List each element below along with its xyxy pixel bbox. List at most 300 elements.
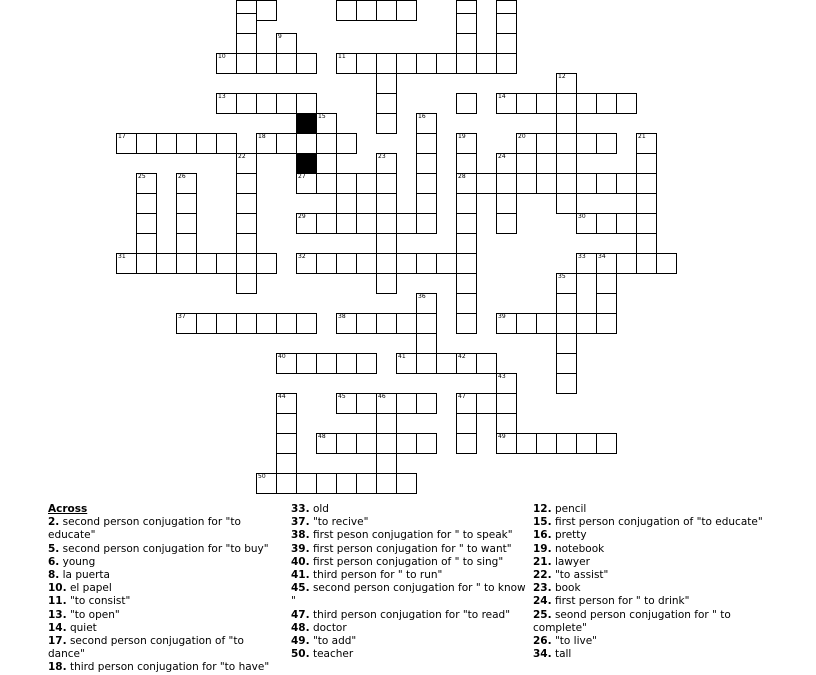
crossword-cell[interactable] — [456, 433, 477, 454]
crossword-cell[interactable] — [456, 233, 477, 254]
crossword-cell[interactable] — [396, 53, 417, 74]
clue-item — [48, 661, 284, 674]
crossword-cell[interactable] — [496, 313, 517, 334]
crossword-cell[interactable] — [316, 113, 337, 134]
crossword-cell[interactable] — [576, 173, 597, 194]
clue-number: 46 — [378, 393, 386, 400]
crossword-cell[interactable] — [516, 313, 537, 334]
crossword-cell[interactable] — [416, 213, 437, 234]
crossword-cell[interactable] — [416, 433, 437, 454]
crossword-cell[interactable] — [256, 0, 277, 21]
crossword-cell[interactable] — [456, 213, 477, 234]
crossword-cell[interactable] — [216, 133, 237, 154]
crossword-cell[interactable] — [496, 393, 517, 414]
clue-item-text: doctor — [312, 621, 347, 634]
crossword-cell[interactable] — [256, 133, 277, 154]
crossword-cell[interactable] — [236, 273, 257, 294]
clue-item — [291, 635, 527, 648]
clue-item-text: seond person conjugation for " to complete" — [533, 608, 731, 634]
crossword-cell[interactable] — [556, 293, 577, 314]
crossword-cell[interactable] — [636, 153, 657, 174]
crossword-cell[interactable] — [356, 173, 377, 194]
clue-number: 43 — [498, 373, 506, 380]
crossword-cell[interactable] — [436, 353, 457, 374]
crossword-cell[interactable] — [276, 53, 297, 74]
clue-number: 31 — [118, 253, 126, 260]
crossword-cell[interactable] — [336, 393, 357, 414]
clue-item-text: old — [312, 503, 329, 515]
crossword-cell[interactable] — [356, 393, 377, 414]
crossword-cell[interactable] — [416, 153, 437, 174]
crossword-cell[interactable] — [376, 173, 397, 194]
crossword-cell[interactable] — [316, 133, 337, 154]
crossword-cell[interactable] — [596, 273, 617, 294]
clue-number: 14 — [498, 93, 506, 100]
crossword-cell[interactable] — [476, 173, 497, 194]
crossword-cell[interactable] — [556, 133, 577, 154]
crossword-cell[interactable] — [316, 433, 337, 454]
crossword-cell[interactable] — [456, 153, 477, 174]
crossword-cell[interactable] — [476, 53, 497, 74]
clue-item — [291, 503, 527, 516]
crossword-cell[interactable] — [336, 353, 357, 374]
clue-item-number: 13. — [48, 608, 67, 621]
clue-item-text: first person conjugation of " to sing" — [312, 555, 504, 568]
crossword-cell[interactable] — [236, 13, 257, 34]
crossword-cell[interactable] — [416, 253, 437, 274]
clue-item-number: 2. — [48, 516, 60, 529]
crossword-cell[interactable] — [376, 253, 397, 274]
crossword-cell[interactable] — [356, 433, 377, 454]
black-cell — [296, 113, 317, 134]
crossword-cell[interactable] — [336, 433, 357, 454]
crossword-cell[interactable] — [376, 213, 397, 234]
crossword-cell[interactable] — [556, 373, 577, 394]
crossword-cell[interactable] — [376, 93, 397, 114]
crossword-cell[interactable] — [276, 313, 297, 334]
crossword-cell[interactable] — [116, 253, 137, 274]
crossword-cell[interactable] — [416, 53, 437, 74]
clue-item — [291, 516, 527, 529]
crossword-cell[interactable] — [416, 293, 437, 314]
crossword-cell[interactable] — [616, 173, 637, 194]
crossword-cell[interactable] — [396, 353, 417, 374]
clue-column-3 — [533, 503, 769, 661]
crossword-cell[interactable] — [396, 393, 417, 414]
crossword-cell[interactable] — [556, 173, 577, 194]
crossword-cell[interactable] — [376, 393, 397, 414]
crossword-cell[interactable] — [556, 433, 577, 454]
crossword-cell[interactable] — [556, 113, 577, 134]
clue-list-2 — [291, 503, 527, 661]
black-cell — [296, 153, 317, 174]
crossword-cell[interactable] — [516, 153, 537, 174]
crossword-cell[interactable] — [176, 313, 197, 334]
crossword-cell[interactable] — [236, 93, 257, 114]
crossword-cell[interactable] — [136, 133, 157, 154]
crossword-cell[interactable] — [316, 173, 337, 194]
crossword-cell[interactable] — [576, 433, 597, 454]
crossword-cell[interactable] — [236, 193, 257, 214]
clue-item-text: third person for " to run" — [312, 569, 443, 582]
crossword-cell[interactable] — [516, 173, 537, 194]
crossword-cell[interactable] — [556, 333, 577, 354]
crossword-cell[interactable] — [416, 173, 437, 194]
crossword-cell[interactable] — [416, 113, 437, 134]
crossword-cell[interactable] — [536, 173, 557, 194]
clue-item-text: "to consist" — [69, 595, 131, 608]
clue-item — [291, 622, 527, 635]
crossword-cell[interactable] — [296, 93, 317, 114]
crossword-cell[interactable] — [416, 333, 437, 354]
crossword-cell[interactable] — [396, 0, 417, 21]
clue-number: 16 — [418, 113, 426, 120]
clue-item-number: 37. — [291, 516, 310, 529]
crossword-cell[interactable] — [456, 273, 477, 294]
crossword-cell[interactable] — [596, 213, 617, 234]
crossword-cell[interactable] — [596, 433, 617, 454]
crossword-cell[interactable] — [276, 133, 297, 154]
crossword-cell[interactable] — [316, 353, 337, 374]
crossword-cell[interactable] — [276, 433, 297, 454]
clue-item-text: first person conjugation for " to want" — [312, 542, 512, 555]
crossword-cell[interactable] — [296, 53, 317, 74]
crossword-cell[interactable] — [376, 273, 397, 294]
crossword-cell[interactable] — [256, 53, 277, 74]
crossword-cell[interactable] — [176, 213, 197, 234]
crossword-cell[interactable] — [216, 53, 237, 74]
clue-item-text: el papel — [69, 582, 112, 595]
crossword-cell[interactable] — [276, 453, 297, 474]
crossword-cell[interactable] — [336, 0, 357, 21]
crossword-cell[interactable] — [396, 433, 417, 454]
crossword-cell[interactable] — [296, 353, 317, 374]
crossword-cell[interactable] — [276, 93, 297, 114]
crossword-cell[interactable] — [236, 253, 257, 274]
crossword-cell[interactable] — [236, 233, 257, 254]
crossword-cell[interactable] — [176, 233, 197, 254]
clue-item-number: 8. — [48, 569, 60, 582]
crossword-cell[interactable] — [276, 353, 297, 374]
crossword-cell[interactable] — [636, 213, 657, 234]
crossword-cell[interactable] — [456, 93, 477, 114]
clue-item-text: "to assist" — [554, 569, 609, 582]
clue-number: 47 — [458, 393, 466, 400]
crossword-cell[interactable] — [356, 353, 377, 374]
crossword-cell[interactable] — [316, 473, 337, 494]
crossword-cell[interactable] — [296, 173, 317, 194]
crossword-cell[interactable] — [456, 13, 477, 34]
crossword-cell[interactable] — [516, 133, 537, 154]
clue-item-number: 48. — [291, 621, 310, 634]
crossword-cell[interactable] — [616, 93, 637, 114]
crossword-cell[interactable] — [556, 93, 577, 114]
crossword-cell[interactable] — [436, 53, 457, 74]
crossword-cell[interactable] — [136, 173, 157, 194]
crossword-cell[interactable] — [576, 93, 597, 114]
crossword-cell[interactable] — [556, 153, 577, 174]
crossword-cell[interactable] — [376, 473, 397, 494]
crossword-cell[interactable] — [576, 213, 597, 234]
crossword-cell[interactable] — [296, 253, 317, 274]
crossword-cell[interactable] — [416, 393, 437, 414]
crossword-cell[interactable] — [376, 153, 397, 174]
crossword-cell[interactable] — [536, 93, 557, 114]
clue-number: 38 — [338, 313, 346, 320]
across-heading: Across — [48, 503, 88, 515]
crossword-cell[interactable] — [616, 213, 637, 234]
crossword-cell[interactable] — [336, 253, 357, 274]
crossword-cell[interactable] — [176, 193, 197, 214]
clue-item-number: 40. — [291, 555, 310, 568]
crossword-cell[interactable] — [536, 133, 557, 154]
crossword-cell[interactable] — [636, 193, 657, 214]
crossword-cell[interactable] — [336, 193, 357, 214]
clue-list-1 — [48, 516, 284, 674]
crossword-cell[interactable] — [256, 473, 277, 494]
crossword-cell[interactable] — [636, 173, 657, 194]
clue-number: 28 — [458, 173, 466, 180]
clue-item — [533, 595, 769, 608]
clue-item — [291, 569, 527, 582]
crossword-cell[interactable] — [456, 193, 477, 214]
crossword-cell[interactable] — [456, 393, 477, 414]
clue-item — [48, 569, 284, 582]
crossword-cell[interactable] — [636, 133, 657, 154]
clue-item — [533, 556, 769, 569]
crossword-cell[interactable] — [376, 73, 397, 94]
crossword-cell[interactable] — [496, 33, 517, 54]
crossword-cell[interactable] — [396, 313, 417, 334]
crossword-cell[interactable] — [276, 393, 297, 414]
crossword-cell[interactable] — [496, 413, 517, 434]
crossword-cell[interactable] — [636, 233, 657, 254]
crossword-cell[interactable] — [136, 213, 157, 234]
crossword-cell[interactable] — [496, 173, 517, 194]
crossword-cell[interactable] — [496, 433, 517, 454]
crossword-cell[interactable] — [416, 193, 437, 214]
crossword-cell[interactable] — [236, 153, 257, 174]
crossword-cell[interactable] — [456, 313, 477, 334]
clue-item-text: "to live" — [554, 635, 597, 648]
crossword-cell[interactable] — [576, 313, 597, 334]
crossword-cell[interactable] — [336, 173, 357, 194]
crossword-cell[interactable] — [556, 313, 577, 334]
crossword-cell[interactable] — [376, 113, 397, 134]
clue-item — [533, 569, 769, 582]
crossword-cell[interactable] — [316, 253, 337, 274]
crossword-cell[interactable] — [356, 253, 377, 274]
crossword-cell[interactable] — [496, 13, 517, 34]
clue-item — [533, 648, 769, 661]
crossword-cell[interactable] — [176, 133, 197, 154]
crossword-cell[interactable] — [256, 93, 277, 114]
crossword-cell[interactable] — [416, 353, 437, 374]
crossword-cell[interactable] — [136, 193, 157, 214]
clue-item — [533, 503, 769, 516]
crossword-cell[interactable] — [236, 33, 257, 54]
crossword-cell[interactable] — [236, 53, 257, 74]
clue-item — [48, 622, 284, 635]
crossword-cell[interactable] — [396, 473, 417, 494]
crossword-cell[interactable] — [316, 213, 337, 234]
clue-number: 48 — [318, 433, 326, 440]
crossword-cell[interactable] — [356, 213, 377, 234]
clue-number: 44 — [278, 393, 286, 400]
crossword-cell[interactable] — [596, 133, 617, 154]
clue-item-text: teacher — [312, 648, 354, 661]
clue-item — [291, 609, 527, 622]
crossword-cell[interactable] — [576, 133, 597, 154]
crossword-cell[interactable] — [196, 313, 217, 334]
crossword-cell[interactable] — [436, 253, 457, 274]
crossword-cell[interactable] — [356, 313, 377, 334]
crossword-cell[interactable] — [336, 53, 357, 74]
crossword-cell[interactable] — [456, 133, 477, 154]
clue-item-number: 22. — [533, 569, 552, 582]
crossword-cell[interactable] — [456, 33, 477, 54]
clue-item-text: third person conjugation for "to read" — [312, 608, 511, 621]
crossword-cell[interactable] — [416, 133, 437, 154]
crossword-cell[interactable] — [476, 353, 497, 374]
crossword-cell[interactable] — [456, 53, 477, 74]
clue-item-number: 47. — [291, 608, 310, 621]
crossword-cell[interactable] — [556, 273, 577, 294]
clue-item — [291, 543, 527, 556]
crossword-cell[interactable] — [596, 253, 617, 274]
crossword-cell[interactable] — [596, 173, 617, 194]
crossword-cell[interactable] — [496, 373, 517, 394]
crossword-cell[interactable] — [236, 313, 257, 334]
clue-item-number: 23. — [533, 582, 552, 595]
crossword-cell[interactable] — [456, 353, 477, 374]
crossword-cell[interactable] — [296, 313, 317, 334]
clue-number: 9 — [278, 33, 282, 40]
crossword-cell[interactable] — [596, 93, 617, 114]
crossword-cell[interactable] — [536, 433, 557, 454]
crossword-cell[interactable] — [156, 133, 177, 154]
clue-item-number: 21. — [533, 555, 552, 568]
crossword-cell[interactable] — [516, 93, 537, 114]
crossword-cell[interactable] — [376, 313, 397, 334]
clue-item — [533, 609, 769, 635]
crossword-cell[interactable] — [376, 0, 397, 21]
crossword-cell[interactable] — [456, 413, 477, 434]
crossword-cell[interactable] — [216, 93, 237, 114]
crossword-cell[interactable] — [276, 413, 297, 434]
crossword-cell[interactable] — [496, 93, 517, 114]
crossword-cell[interactable] — [216, 313, 237, 334]
clue-number: 17 — [118, 133, 126, 140]
crossword-cell[interactable] — [176, 173, 197, 194]
crossword-cell[interactable] — [636, 253, 657, 274]
crossword-cell[interactable] — [476, 393, 497, 414]
clue-number: 27 — [298, 173, 306, 180]
crossword-cell[interactable] — [576, 253, 597, 274]
crossword-cell[interactable] — [456, 173, 477, 194]
crossword-cell[interactable] — [296, 213, 317, 234]
crossword-cell[interactable] — [556, 353, 577, 374]
crossword-cell[interactable] — [456, 253, 477, 274]
crossword-cell[interactable] — [336, 313, 357, 334]
crossword-cell[interactable] — [376, 233, 397, 254]
clue-item-number: 25. — [533, 608, 552, 621]
crossword-cell[interactable] — [156, 253, 177, 274]
crossword-cell[interactable] — [276, 473, 297, 494]
crossword-cell[interactable] — [216, 253, 237, 274]
clue-item-text: second person conjugation for " to know " — [291, 582, 526, 608]
crossword-cell[interactable] — [256, 313, 277, 334]
crossword-cell[interactable] — [596, 293, 617, 314]
crossword-cell[interactable] — [496, 193, 517, 214]
crossword-cell[interactable] — [496, 153, 517, 174]
crossword-cell[interactable] — [136, 233, 157, 254]
clue-item — [48, 595, 284, 608]
crossword-cell[interactable] — [456, 293, 477, 314]
crossword-cell[interactable] — [136, 253, 157, 274]
clue-item-number: 5. — [48, 542, 60, 555]
crossword-cell[interactable] — [336, 473, 357, 494]
clue-item-text: pretty — [554, 529, 587, 542]
crossword-cell[interactable] — [356, 53, 377, 74]
clue-number: 23 — [378, 153, 386, 160]
crossword-cell[interactable] — [556, 193, 577, 214]
clue-item-text: notebook — [554, 542, 605, 555]
crossword-cell[interactable] — [176, 253, 197, 274]
crossword-cell[interactable] — [296, 473, 317, 494]
clue-item-text: second person conjugation of "to dance" — [48, 635, 244, 661]
crossword-cell[interactable] — [336, 133, 357, 154]
crossword-cell[interactable] — [256, 253, 277, 274]
crossword-cell[interactable] — [276, 33, 297, 54]
crossword-cell[interactable] — [116, 133, 137, 154]
clue-item — [291, 648, 527, 661]
crossword-cell[interactable] — [496, 213, 517, 234]
crossword-cell[interactable] — [376, 433, 397, 454]
crossword-cell[interactable] — [656, 253, 677, 274]
crossword-cell[interactable] — [396, 213, 417, 234]
crossword-cell[interactable] — [616, 253, 637, 274]
clue-item-number: 41. — [291, 569, 310, 582]
clue-number: 49 — [498, 433, 506, 440]
crossword-cell[interactable] — [376, 413, 397, 434]
crossword-cell[interactable] — [596, 313, 617, 334]
crossword-cell[interactable] — [556, 73, 577, 94]
crossword-cell[interactable] — [536, 313, 557, 334]
crossword-cell[interactable] — [356, 0, 377, 21]
crossword-cell[interactable] — [196, 253, 217, 274]
crossword-cell[interactable] — [236, 173, 257, 194]
crossword-cell[interactable] — [496, 53, 517, 74]
clue-item-text: "to open" — [69, 608, 120, 621]
clue-item-number: 10. — [48, 582, 67, 595]
crossword-cell[interactable] — [396, 253, 417, 274]
crossword-cell[interactable] — [196, 133, 217, 154]
crossword-cell[interactable] — [376, 53, 397, 74]
crossword-cell[interactable] — [236, 213, 257, 234]
crossword-cell[interactable] — [516, 433, 537, 454]
crossword-cell[interactable] — [336, 213, 357, 234]
crossword-cell[interactable] — [376, 193, 397, 214]
crossword-cell[interactable] — [536, 153, 557, 174]
clue-item — [533, 582, 769, 595]
crossword-cell[interactable] — [376, 453, 397, 474]
crossword-cell[interactable] — [316, 153, 337, 174]
crossword-cell[interactable] — [356, 473, 377, 494]
crossword-cell[interactable] — [416, 313, 437, 334]
crossword-cell[interactable] — [296, 133, 317, 154]
clue-item-number: 14. — [48, 621, 67, 634]
